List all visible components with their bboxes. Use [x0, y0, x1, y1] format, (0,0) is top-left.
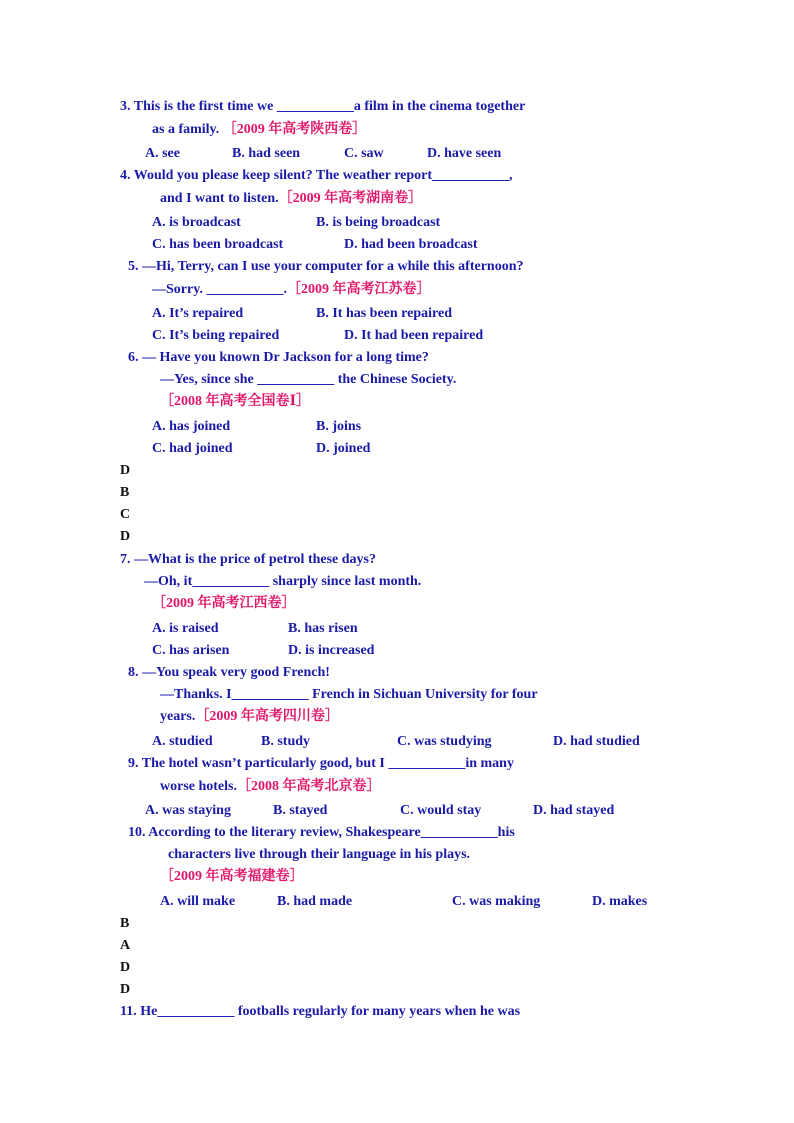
- q7-stem-line1: 7. —What is the price of petrol these days?: [120, 552, 376, 567]
- q6-stem-line2: —Yes, since she ___________ the Chinese Society.: [160, 372, 457, 387]
- q9-stem-text: worse hotels.: [160, 779, 237, 794]
- q5-option-d: D. It had been repaired: [344, 328, 484, 343]
- q9-source: ［2008 年高考北京卷］: [237, 779, 381, 794]
- q3-stem-line2: [152, 121, 366, 139]
- q3-source: ［2009 年高考陕西卷］: [222, 122, 367, 137]
- q8-stem-line1: 8. —You speak very good French!: [128, 665, 330, 680]
- q3-option-c: C. saw: [344, 146, 384, 161]
- q9-option-d: D. had stayed: [533, 803, 615, 818]
- q4-option-d: D. had been broadcast: [344, 237, 478, 252]
- answer-key-item: A: [120, 938, 131, 953]
- q8-source: ［2009 年高考四川卷］: [195, 709, 339, 724]
- q6-option-d: D. joined: [316, 441, 371, 456]
- q7-stem-line2: —Oh, it___________ sharply since last month.: [144, 574, 422, 589]
- q10-stem-line2: characters live through their language in his plays.: [168, 847, 471, 862]
- q3-option-b: B. had seen: [232, 146, 301, 161]
- q5-option-b: B. It has been repaired: [316, 306, 452, 321]
- answer-key-item: D: [120, 982, 131, 997]
- q7-option-d: D. is increased: [288, 643, 375, 658]
- q4-stem-line2: [160, 190, 422, 208]
- q5-stem-line1: 5. —Hi, Terry, can I use your computer for a while this afternoon?: [128, 259, 524, 274]
- q10-option-b: B. had made: [277, 894, 353, 909]
- q6-stem-line1: 6. — Have you known Dr Jackson for a long time?: [128, 350, 429, 365]
- answer-key-item: D: [120, 463, 131, 478]
- q8-option-a: A. studied: [152, 734, 213, 749]
- q7-option-b: B. has risen: [288, 621, 358, 636]
- q5-stem-line2: [152, 281, 430, 299]
- q8-stem-line2: —Thanks. I___________ French in Sichuan University for four: [160, 687, 538, 702]
- answer-key-item: B: [120, 485, 130, 500]
- answer-key-item: D: [120, 529, 131, 544]
- q6-option-b: B. joins: [316, 419, 362, 434]
- q8-option-d: D. had studied: [553, 734, 640, 749]
- q9-option-c: C. would stay: [400, 803, 482, 818]
- q10-source: ［2009 年高考福建卷］: [160, 869, 304, 884]
- q11-stem-line1: 11. He___________ footballs regularly for many years when he was: [120, 1004, 521, 1019]
- answer-key-item: C: [120, 507, 131, 522]
- q5-source: ［2009 年高考江苏卷］: [286, 282, 431, 297]
- q5-option-a: A. It’s repaired: [152, 306, 244, 321]
- answer-key-item: D: [120, 960, 131, 975]
- q10-stem-line1: 10. According to the literary review, Shakespeare___________his: [128, 825, 515, 840]
- q3-stem-line1: 3. This is the first time we ___________a film in the cinema together: [120, 99, 526, 114]
- q7-option-c: C. has arisen: [152, 643, 230, 658]
- q4-option-b: B. is being broadcast: [316, 215, 441, 230]
- q5-stem-text: —Sorry. ___________.: [152, 282, 287, 297]
- q3-stem-text: as a family.: [152, 122, 220, 137]
- q7-source: ［2009 年高考江西卷］: [152, 596, 296, 611]
- q4-stem-line1: 4. Would you please keep silent? The weather report___________,: [120, 168, 513, 183]
- q4-stem-text: and I want to listen.: [160, 191, 279, 206]
- q7-option-a: A. is raised: [152, 621, 219, 636]
- q9-stem-line2: [160, 778, 381, 796]
- q6-option-a: A. has joined: [152, 419, 231, 434]
- q4-source: ［2009 年高考湖南卷］: [278, 191, 423, 206]
- q4-option-c: C. has been broadcast: [152, 237, 284, 252]
- q5-option-c: C. It’s being repaired: [152, 328, 280, 343]
- q4-option-a: A. is broadcast: [152, 215, 241, 230]
- q10-option-a: A. will make: [160, 894, 236, 909]
- q6-option-c: C. had joined: [152, 441, 233, 456]
- q9-option-a: A. was staying: [145, 803, 231, 818]
- q8-stem-line3: [160, 708, 339, 726]
- q8-option-c: C. was studying: [397, 734, 492, 749]
- q9-stem-line1: 9. The hotel wasn’t particularly good, but I ___________in many: [128, 756, 514, 771]
- answer-key-item: B: [120, 916, 130, 931]
- q3-option-d: D. have seen: [427, 146, 502, 161]
- q6-source: ［2008 年高考全国卷Ⅰ］: [160, 394, 311, 409]
- q10-option-d: D. makes: [592, 894, 648, 909]
- q3-option-a: A. see: [145, 146, 180, 161]
- q8-option-b: B. study: [261, 734, 311, 749]
- q10-option-c: C. was making: [452, 894, 541, 909]
- q9-option-b: B. stayed: [273, 803, 328, 818]
- q8-stem-text: years.: [160, 709, 196, 724]
